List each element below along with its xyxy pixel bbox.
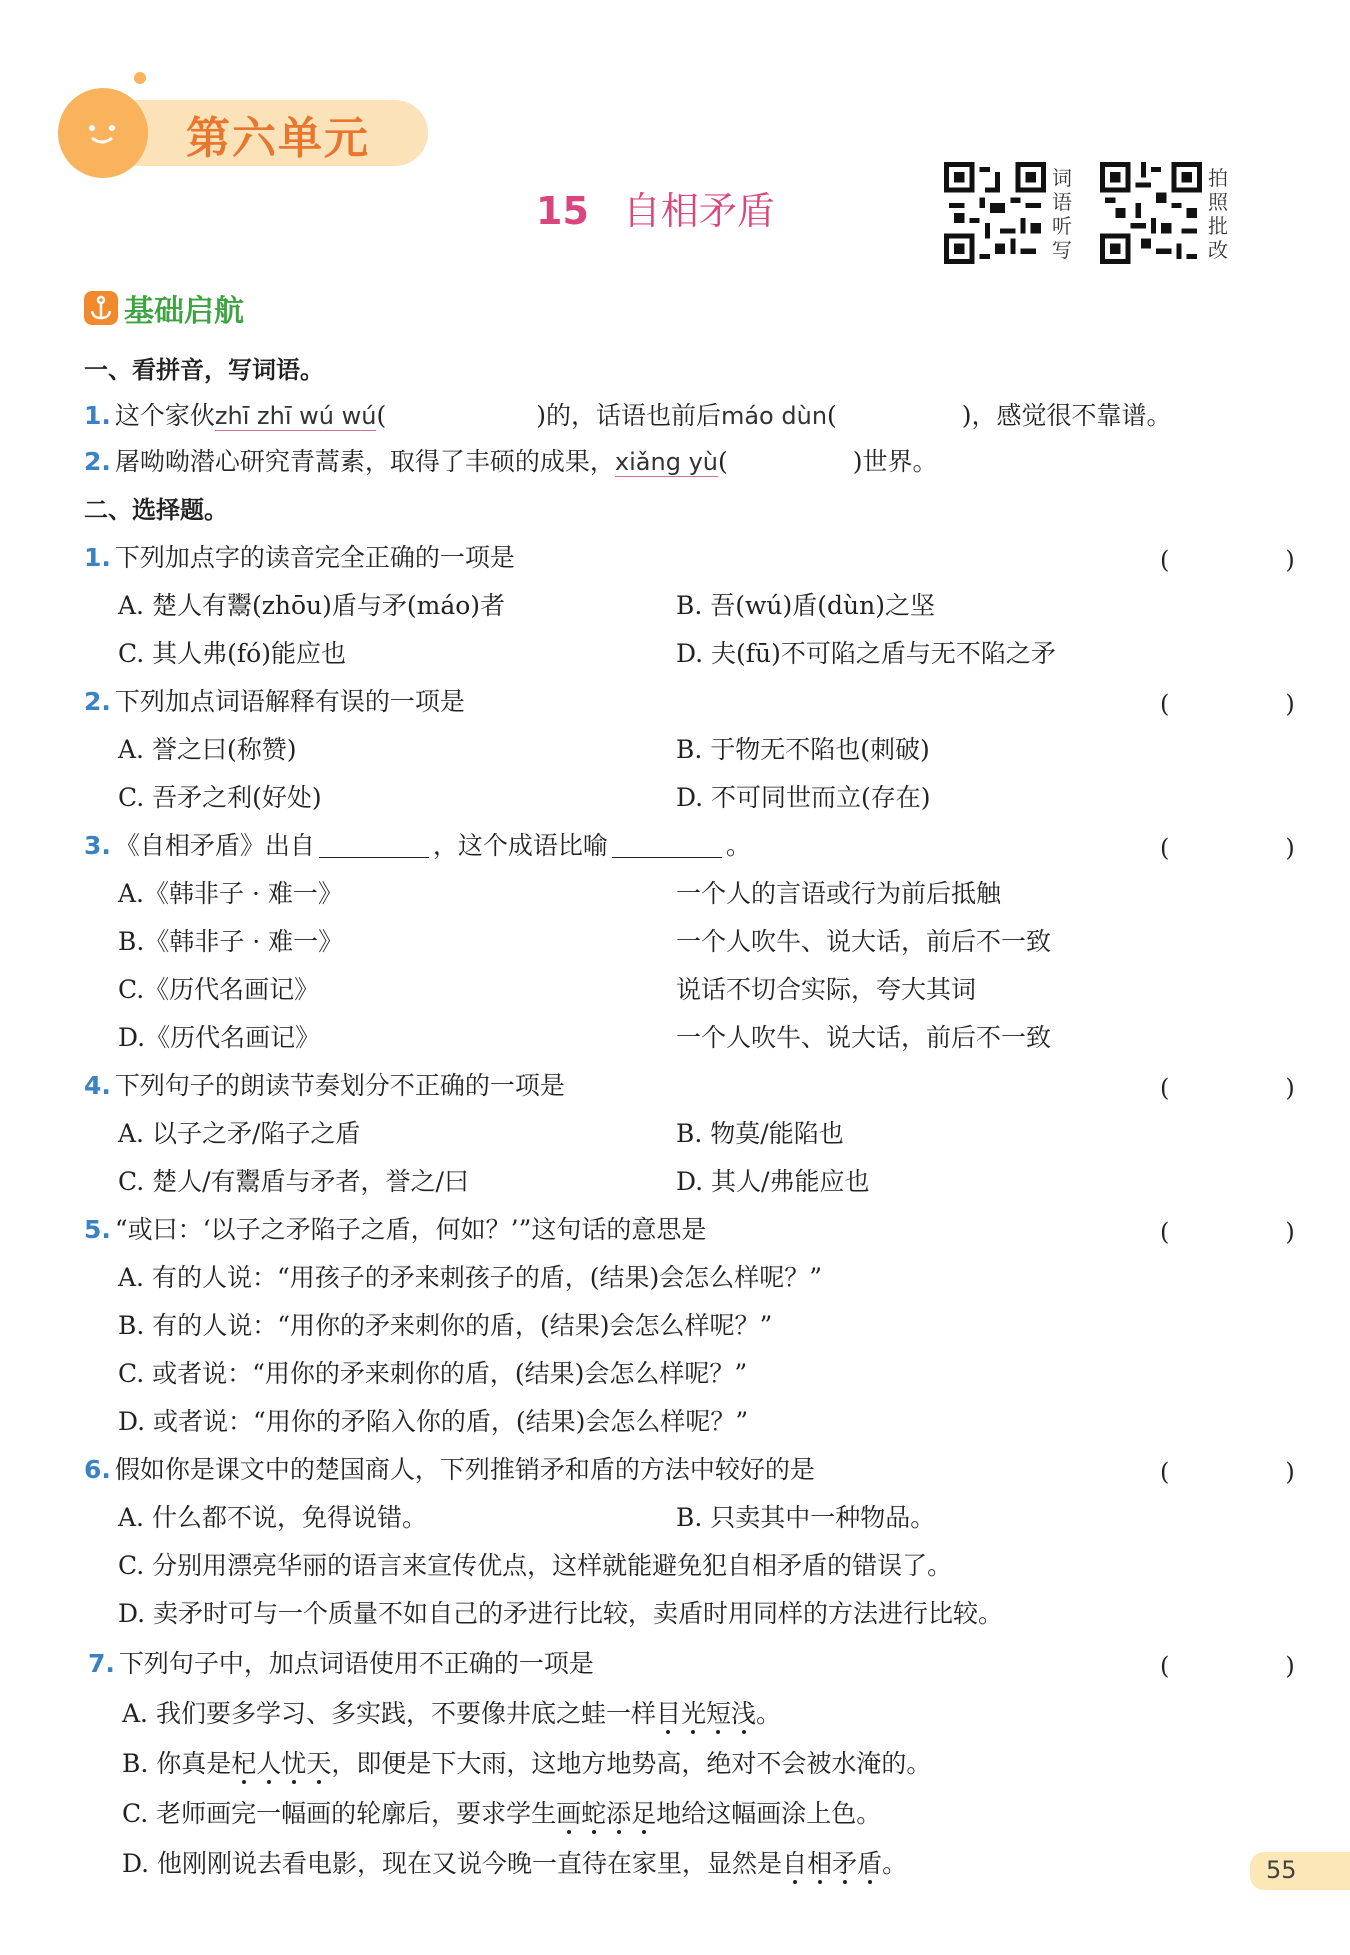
q3-option-c-meaning: 说话不切合实际，夸大其词 — [676, 975, 977, 1004]
q3-option-a-source[interactable]: A.《韩非子 · 难一》 — [118, 879, 343, 908]
answer-paren[interactable]: ( ) — [1160, 1218, 1341, 1246]
emphasis-char: 相 — [807, 1849, 833, 1878]
q4-option-a[interactable]: A. 以子之矛/陷子之盾 — [118, 1119, 361, 1148]
emphasis-char: 添 — [606, 1799, 632, 1828]
q2-option-b[interactable]: B. 于物无不陷也(刺破) — [676, 735, 930, 764]
q2-stem: 2. 下列加点词语解释有误的一项是 — [84, 687, 465, 716]
q5-option-c[interactable]: C. 或者说：“用你的矛来刺你的盾，(结果)会怎么样呢？” — [118, 1359, 748, 1388]
lesson-number: 15 — [536, 189, 589, 233]
answer-blank[interactable]: ( )，感觉很不靠谱。 — [827, 401, 1172, 430]
qr-code-icon[interactable] — [944, 162, 1046, 264]
q1-option-d[interactable]: D. 夫(fū)不可陷之盾与无不陷之矛 — [676, 639, 1056, 668]
emphasis-char: 天 — [306, 1749, 332, 1778]
q7-stem: 7. 下列句子中，加点词语使用不正确的一项是 — [88, 1649, 594, 1678]
answer-paren[interactable]: ( ) — [1160, 546, 1341, 574]
part1-q1: 1. 这个家伙zhī zhī wú wú( )的，话语也前后máo dùn( )，感觉很不靠谱。 — [84, 401, 1172, 430]
q1-option-a[interactable]: A. 楚人有鬻(zhōu)盾与矛(máo)者 — [118, 591, 506, 620]
unit-title: 第六单元 — [186, 113, 370, 164]
mascot-icon — [58, 88, 148, 178]
mascot-antenna — [134, 72, 146, 84]
q3-option-d-source[interactable]: D.《历代名画记》 — [118, 1023, 321, 1052]
q2-option-c[interactable]: C. 吾矛之利(好处) — [118, 783, 322, 812]
q3-option-b-source[interactable]: B.《韩非子 · 难一》 — [118, 927, 344, 956]
emphasis-char: 盾 — [857, 1849, 883, 1878]
pinyin: xiǎng yù — [614, 448, 718, 476]
q3-stem: 3. 《自相矛盾》出自 ，这个成语比喻 。 — [84, 831, 751, 860]
pinyin: zhī zhī wú wú — [214, 402, 377, 430]
page-number: 55 — [1266, 1856, 1297, 1884]
emphasis-char: 蛇 — [581, 1799, 607, 1828]
dotted-phrase — [231, 1749, 331, 1778]
emphasis-char: 浅 — [731, 1699, 757, 1728]
anchor-icon — [84, 291, 118, 325]
answer-paren[interactable]: ( ) — [1160, 834, 1341, 862]
q4-stem: 4. 下列句子的朗读节奏划分不正确的一项是 — [84, 1071, 565, 1100]
fill-blank[interactable] — [612, 832, 722, 858]
qr-label-dictation: 词语听写 — [1052, 166, 1072, 262]
page-number-tab — [1250, 1852, 1350, 1890]
answer-paren[interactable]: ( ) — [1160, 690, 1341, 718]
emphasis-char: 画 — [556, 1799, 582, 1828]
q4-option-b[interactable]: B. 物莫/能陷也 — [676, 1119, 844, 1148]
emphasis-char: 短 — [705, 1699, 731, 1728]
q5-option-b[interactable]: B. 有的人说：“用你的矛来刺你的盾，(结果)会怎么样呢？” — [118, 1311, 773, 1340]
q7-option-d[interactable]: D. 他刚刚说去看电影，现在又说今晚一直待在家里，显然是自相矛盾。 — [122, 1849, 908, 1878]
fill-blank[interactable] — [319, 832, 429, 858]
part1-title: 一、看拼音，写词语。 — [84, 356, 324, 384]
answer-blank[interactable]: ( )世界。 — [718, 447, 938, 476]
dotted-phrase — [782, 1849, 882, 1878]
emphasis-char: 矛 — [832, 1849, 858, 1878]
q1-option-c[interactable]: C. 其人弗(fó)能应也 — [118, 639, 346, 668]
q2-option-d[interactable]: D. 不可同世而立(存在) — [676, 783, 931, 812]
answer-paren[interactable]: ( ) — [1160, 1652, 1341, 1680]
q7-option-b[interactable]: B. 你真是杞人忧天，即便是下大雨，这地方地势高，绝对不会被水淹的。 — [122, 1749, 932, 1778]
q5-option-a[interactable]: A. 有的人说：“用孩子的矛来刺孩子的盾，(结果)会怎么样呢？” — [118, 1263, 823, 1292]
q1-stem: 1. 下列加点字的读音完全正确的一项是 — [84, 543, 515, 572]
answer-paren[interactable]: ( ) — [1160, 1458, 1341, 1486]
section-header — [84, 286, 244, 330]
unit-banner — [58, 88, 438, 178]
answer-paren[interactable]: ( ) — [1160, 1074, 1341, 1102]
q3-option-b-meaning: 一个人吹牛、说大话，前后不一致 — [676, 927, 1052, 956]
lesson-title — [536, 180, 775, 235]
q6-option-b[interactable]: B. 只卖其中一种物品。 — [676, 1503, 936, 1532]
section-title: 基础启航 — [124, 294, 244, 329]
q6-option-a[interactable]: A. 什么都不说，免得说错。 — [118, 1503, 427, 1532]
q3-option-c-source[interactable]: C.《历代名画记》 — [118, 975, 320, 1004]
qr-label-photo-grading: 拍照批改 — [1208, 166, 1228, 262]
lesson-name: 自相矛盾 — [622, 189, 775, 233]
part2-title: 二、选择题。 — [84, 496, 228, 524]
dotted-phrase — [556, 1799, 656, 1828]
part1-q2: 2. 屠呦呦潜心研究青蒿素，取得了丰硕的成果，xiǎng yù( )世界。 — [84, 447, 938, 476]
emphasis-char: 杞 — [231, 1749, 257, 1778]
emphasis-char: 自 — [782, 1849, 808, 1878]
emphasis-char: 目 — [655, 1699, 681, 1728]
emphasis-char: 人 — [256, 1749, 282, 1778]
q5-option-d[interactable]: D. 或者说：“用你的矛陷入你的盾，(结果)会怎么样呢？” — [118, 1407, 749, 1436]
answer-blank[interactable]: ( )的，话语也前后 — [376, 401, 721, 430]
q2-option-a[interactable]: A. 誉之曰(称赞) — [118, 735, 297, 764]
q4-option-d[interactable]: D. 其人/弗能应也 — [676, 1167, 870, 1196]
q6-option-d[interactable]: D. 卖矛时可与一个质量不如自己的矛进行比较，卖盾时用同样的方法进行比较。 — [118, 1599, 1004, 1628]
q6-option-c[interactable]: C. 分别用漂亮华丽的语言来宣传优点，这样就能避免犯自相矛盾的错误了。 — [118, 1551, 953, 1580]
q7-option-a[interactable]: A. 我们要多学习、多实践，不要像井底之蛙一样目光短浅。 — [122, 1699, 782, 1728]
q3-option-d-meaning: 一个人吹牛、说大话，前后不一致 — [676, 1023, 1052, 1052]
dotted-phrase — [656, 1699, 756, 1728]
emphasis-char: 忧 — [281, 1749, 307, 1778]
q7-option-c[interactable]: C. 老师画完一幅画的轮廓后，要求学生画蛇添足地给这幅画涂上色。 — [122, 1799, 882, 1828]
pinyin: máo dùn — [720, 402, 828, 430]
qr-code-icon[interactable] — [1100, 162, 1202, 264]
q6-stem: 6. 假如你是课文中的楚国商人，下列推销矛和盾的方法中较好的是 — [84, 1455, 815, 1484]
q1-option-b[interactable]: B. 吾(wú)盾(dùn)之坚 — [676, 591, 935, 620]
emphasis-char: 足 — [631, 1799, 657, 1828]
q3-option-a-meaning: 一个人的言语或行为前后抵触 — [676, 879, 1002, 908]
q5-stem: 5. “或曰：‘以子之矛陷子之盾，何如？’”这句话的意思是 — [84, 1215, 707, 1244]
emphasis-char: 光 — [680, 1699, 706, 1728]
q4-option-c[interactable]: C. 楚人/有鬻盾与矛者，誉之/曰 — [118, 1167, 469, 1196]
